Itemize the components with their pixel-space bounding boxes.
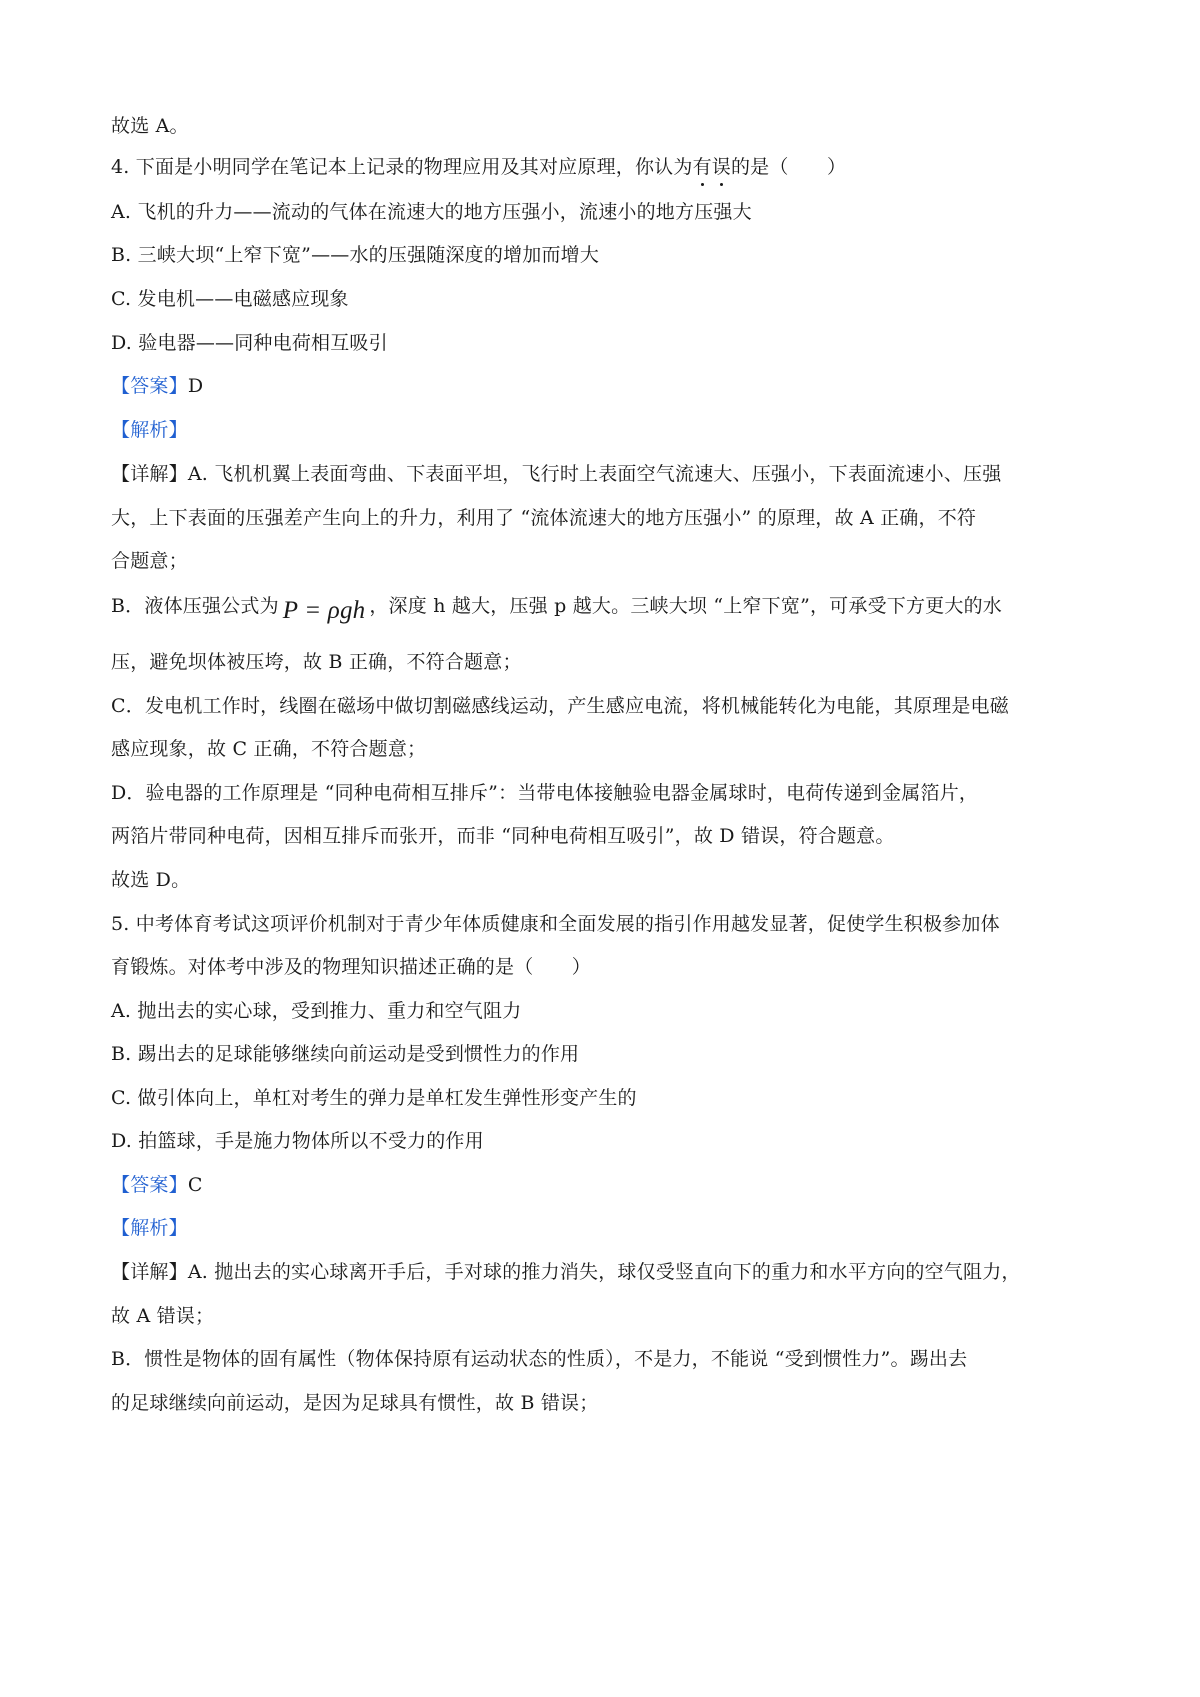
q4-detail-label: 【详解】 [111,463,188,485]
q4-detail-a-line-1 [111,460,1101,488]
q4-detail-b-line-2: 压，避免坝体被压垮，故 B 正确，不符合题意； [111,651,522,673]
q4-stem-after: 的是（ ） [730,156,847,178]
q5-option-d: D. 拍篮球，手是施力物体所以不受力的作用 [111,1130,484,1152]
q5-detail-label: 【详解】 [111,1261,188,1283]
q5-detail-a-text-1: A. 抛出去的实心球离开手后，手对球的推力消失，球仅受竖直向下的重力和水平方向的空气阻力， [187,1261,1021,1283]
q4-detail-d-line-1: D．验电器的工作原理是 “同种电荷相互排斥”：当带电体接触验电器金属球时，电荷传递到金属箔片， [111,782,979,804]
q4-detail-c-line-2: 感应现象，故 C 正确，不符合题意； [111,738,427,760]
q4-detail-a-line-2: 大，上下表面的压强差产生向上的升力，利用了 “流体流速大的地方压强小” 的原理，故 A 正确，不符 [111,507,977,529]
q4-stem-emphasis-2: 误 [712,153,731,181]
q4-option-a: A. 飞机的升力——流动的气体在流速大的地方压强小，流速小的地方压强大 [111,201,752,223]
q5-stem-line-2: 育锻炼。对体考中涉及的物理知识描述正确的是（ ） [111,956,592,978]
q4-detail-a-text-1: A. 飞机机翼上表面弯曲、下表面平坦，飞行时上表面空气流速大、压强小，下表面流速小、压强 [187,463,1002,485]
q4-detail-d-line-2: 两箔片带同种电荷，因相互排斥而张开，而非 “同种电荷相互吸引”，故 D 错误，符合题意。 [111,825,895,847]
q5-option-a: A. 抛出去的实心球，受到推力、重力和空气阻力 [111,1000,522,1022]
q5-answer-value: C [187,1174,203,1196]
q5-answer-label: 【答案】 [111,1174,188,1196]
q5-detail-b-line-2: 的足球继续向前运动，是因为足球具有惯性，故 B 错误； [111,1392,599,1414]
q4-option-b: B. 三峡大坝“上窄下宽”——水的压强随深度的增加而增大 [111,244,600,266]
q4-answer-value: D [187,375,204,397]
q4-detail-b-text-before: B．液体压强公式为 [111,595,279,617]
q5-stem-line-1: 5. 中考体育考试这项评价机制对于青少年体质健康和全面发展的指引作用越发显著，促使学生积极参加体 [111,913,1000,935]
q4-stem-before: 4. 下面是小明同学在笔记本上记录的物理应用及其对应原理，你认为 [111,156,693,178]
q4-detail-b-line-1 [111,592,1101,625]
q4-detail-a-line-3: 合题意； [111,550,188,572]
q5-detail-a-line-2: 故 A 错误； [111,1305,215,1327]
q4-analysis-label: 【解析】 [111,419,188,441]
q4-detail-b-text-after: ，深度 h 越大，压强 p 越大。三峡大坝 “上窄下宽”，可承受下方更大的水 [369,595,1002,617]
q3-conclusion: 故选 A。 [111,115,189,137]
q4-stem [111,153,1101,181]
q5-answer [111,1171,1101,1199]
q4-stem-emphasis-1: 有 [693,153,712,181]
q4-answer-label: 【答案】 [111,375,188,397]
q4-option-c: C. 发电机——电磁感应现象 [111,288,349,310]
q4-answer [111,372,1101,400]
q5-detail-b-line-1: B．惯性是物体的固有属性（物体保持原有运动状态的性质），不是力，不能说 “受到惯性力”。踢出去 [111,1348,968,1370]
q5-detail-a-line-1 [111,1258,1101,1286]
pressure-formula: P = ρgh [282,597,366,624]
q4-conclusion: 故选 D。 [111,869,191,891]
q4-option-d: D. 验电器——同种电荷相互吸引 [111,332,388,354]
q5-option-b: B. 踢出去的足球能够继续向前运动是受到惯性力的作用 [111,1043,580,1065]
q5-option-c: C. 做引体向上，单杠对考生的弹力是单杠发生弹性形变产生的 [111,1087,637,1109]
q5-analysis-label: 【解析】 [111,1217,188,1239]
q4-detail-c-line-1: C．发电机工作时，线圈在磁场中做切割磁感线运动，产生感应电流，将机械能转化为电能，其原理是电磁 [111,695,1009,717]
